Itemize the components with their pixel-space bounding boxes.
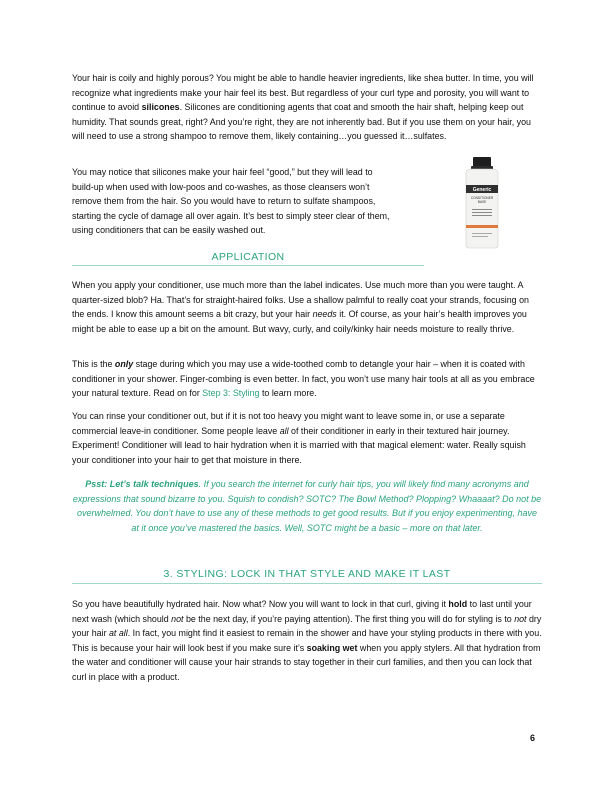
paragraph-apply-amount: When you apply your conditioner, use much more than the label indicates. Use much more than you were taught. A quarter-sized blob? Ha. That’s for straight-haired folks. Use a shallow palmful to really coat your strands, focusing on the ends. I know this amount seems a bit crazy, but your hair needs it. Of course, as your hair’s health improves you might be able to ease up a bit on the amount. But wavy, curly, and coily/kinky hair needs moisture to really thrive. [72, 280, 529, 334]
paragraph-comb: This is the only stage during which you may use a wide-toothed comb to detangle your hair – when it is coated with conditioner in your shower. Finger-combing is even better. In fact, you won’t use many hair tools at all as you embrace your natural texture. Read on for Step 3: Styling to learn more. [72, 359, 535, 399]
callout-psst: Psst: Let’s talk techniques. If you search the internet for curly hair tips, you will likely find many acronyms and expressions that sound bizarre to you. Squish to condish? SOTC? The Bowl Method? Plopping? Whaaaat? Do not be overwhelmed. You don’t have to use any of these methods to get good results. But if you enjoy experimenting, have at it once you’ve mastered the basics. Well, SOTC might be a basic – more on that later. [72, 479, 542, 533]
link-step3-styling[interactable]: Step 3: Styling [202, 388, 260, 399]
bottle-label-line2: BASE [477, 200, 487, 204]
page-number: 6 [530, 733, 536, 743]
paragraph-silicones: Your hair is coily and highly porous? You might be able to handle heavier ingredients, like shea butter. In time, you will recognize what ingredients make your hair feel its best. But regardless of your curl type and porosity, you will want to continue to avoid silicones. Silicones are conditioning agents that coat and smooth the hair shaft, helping keep out humidity. That sounds great, right? And you’re right, they are not inherently bad. But if you use them on your hair, you will need to use a strong shampoo to remove them, likely containing…you guessed it…sulfates. [72, 73, 534, 142]
emphasis-only: only [114, 359, 134, 369]
paragraph-buildup: You may notice that silicones make your hair feel “good,” but they will lead to build-up when used with low-poos and co-washes, as those cleansers won’t remove them from the hair. So you would have to return to sulfate shampoos, starting the cycle of damage all over again. It’s best to simply steer clear of them, using conditioners that can be easily washed out. [72, 167, 390, 236]
bottle-brand: Generic [472, 187, 492, 193]
paragraph-styling: So you have beautifully hydrated hair. Now what? Now you will want to lock in that curl, giving it hold to last until your next wash (which should not be the next day, if you’re paying attention). The first thing you will do for styling is to not dry your hair at all. In fact, you might find it easiest to remain in the shower and have your styling products in there with you. This is because your hair will look best if you make sure it’s soaking wet when you apply stylers. All that hydration from the water and conditioner will cause your hair strands to stay together in their curl families, and then you can lock that curl in place with a product. [72, 599, 542, 682]
bottle-label-line1: CONDITIONER [470, 196, 494, 200]
section-heading-application: APPLICATION [72, 251, 424, 266]
emphasis-needs: needs [312, 309, 337, 320]
emphasis-all: all [279, 425, 289, 436]
conditioner-bottle-image [448, 155, 516, 250]
callout-lead: Psst: Let’s talk techniques [85, 479, 199, 489]
emphasis-silicones: silicones [141, 102, 180, 113]
paragraph-rinse: You can rinse your conditioner out, but if it is not too heavy you might want to leave some in, or use a separate commercial leave-in conditioner. Some people leave all of their conditioner in early in their textured hair journey. Experiment! Conditioner will lead to hair hydration when it is married with that magical element: water. Really squish your conditioner into your hair to get that moisture in there. [72, 411, 526, 465]
section-heading-step3: 3. STYLING: LOCK IN THAT STYLE AND MAKE IT LAST [72, 568, 542, 584]
